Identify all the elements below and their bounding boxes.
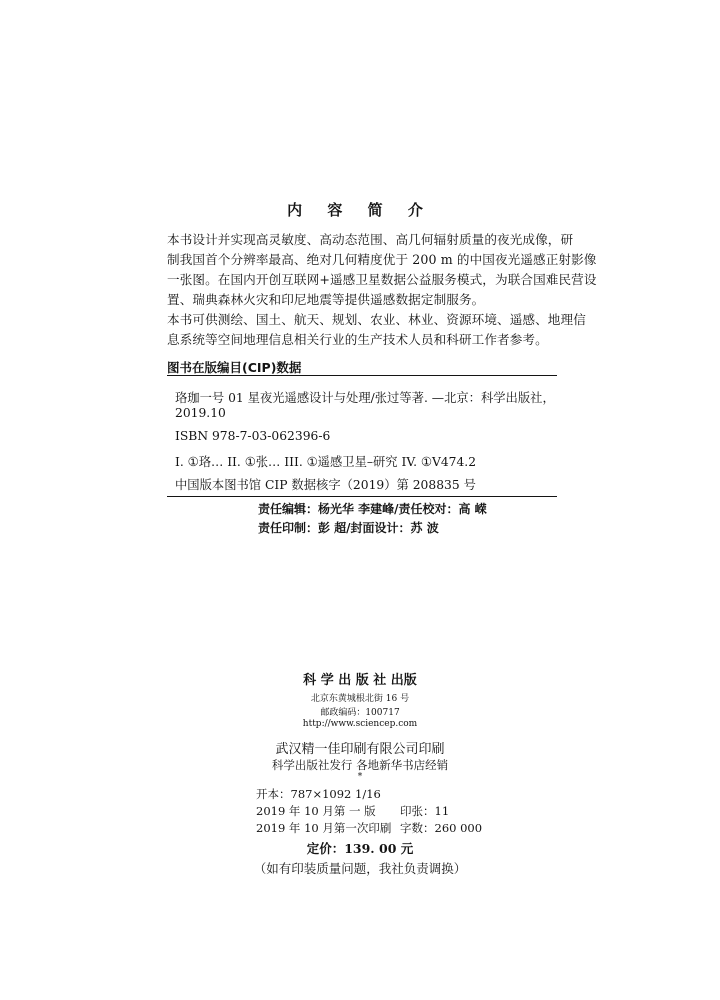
distribution-info: 科学出版社发行 各地新华书店经销 [271,758,449,772]
sheet-count: 印张：11 [400,804,450,818]
publisher-name: 科 学 出 版 社 出版 [303,673,417,688]
price: 定价：139. 00 元 [306,841,414,856]
quality-notice: （如有印装质量问题，我社负责调换） [253,861,467,876]
summary-heading: 内 容 简 介 [287,201,433,219]
separator-star: * [357,772,363,782]
summary-line: 本书设计并实现高灵敏度、高动态范围、高几何辐射质量的夜光成像，研 [167,232,574,247]
cip-classification: I. ①珞… II. ①张… III. ①遥感卫星–研究 IV. ①V474.2 [175,455,477,469]
cip-entry-line: 2019.10 [175,406,226,420]
summary-line: 息系统等空间地理信息相关行业的生产技术人员和科研工作者参考。 [167,332,548,347]
cip-entry-line: 珞珈一号 01 星夜光遥感设计与处理/张过等著. —北京：科学出版社， [175,391,555,405]
printer-info: 武汉精一佳印刷有限公司印刷 [275,742,445,757]
cip-bottom-rule [167,496,557,497]
book-format: 开本：787×1092 1/16 [256,787,381,801]
printing-info: 2019 年 10 月第一次印刷 [256,821,392,835]
summary-line: 一张图。在国内开创互联网+遥感卫星数据公益服务模式，为联合国难民营设 [167,272,597,287]
cip-top-rule [167,375,557,376]
production-credits: 责任印制：彭 超/封面设计：苏 波 [258,521,439,535]
publisher-website: http://www.sciencep.com [302,719,418,729]
cip-number: 中国版本图书馆 CIP 数据核字（2019）第 208835 号 [175,478,476,492]
cip-heading: 图书在版编目(CIP)数据 [167,360,302,375]
summary-line: 制我国首个分辨率最高、绝对几何精度优于 200 m 的中国夜光遥感正射影像 [167,252,597,267]
edition-info: 2019 年 10 月第 一 版 [256,804,376,818]
cip-isbn: ISBN 978-7-03-062396-6 [175,429,331,443]
editor-credits: 责任编辑：杨光华 李建峰/责任校对：高 嵘 [258,502,487,516]
summary-line: 本书可供测绘、国土、航天、规划、农业、林业、资源环境、遥感、地理信 [167,312,586,327]
summary-line: 置、瑞典森林火灾和印尼地震等提供遥感数据定制服务。 [167,292,485,307]
publisher-address: 北京东黄城根北街 16 号 [310,694,410,704]
word-count: 字数：260 000 [400,821,483,835]
publisher-postcode: 邮政编码：100717 [320,708,400,718]
